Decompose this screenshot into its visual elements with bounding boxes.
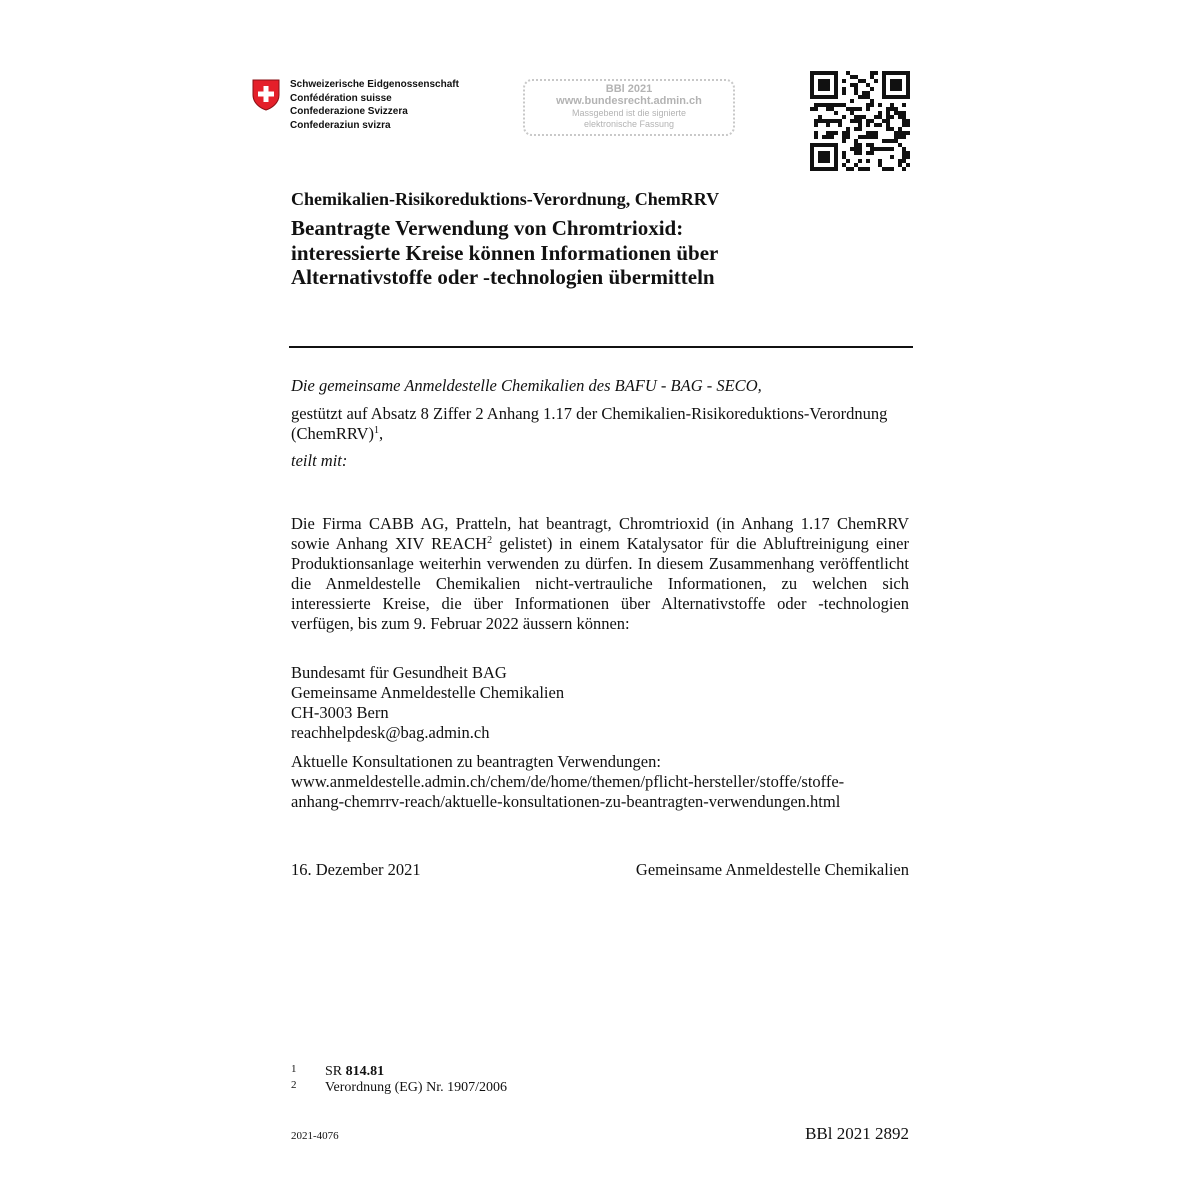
confed-name-it: Confederazione Svizzera bbox=[290, 106, 408, 117]
issuer-line: Die gemeinsame Anmeldestelle Chemikalien des BAFU - BAG - SECO, bbox=[291, 376, 762, 395]
main-paragraph bbox=[291, 514, 909, 634]
confederation-names bbox=[290, 78, 459, 132]
footnote-1-number: 1 bbox=[291, 1063, 297, 1075]
title-line-1: Beantragte Verwendung von Chromtrioxid: bbox=[291, 216, 684, 240]
consultation-info bbox=[291, 752, 844, 812]
qr-code-icon bbox=[810, 71, 910, 171]
title-line-2: interessierte Kreise können Informationen über bbox=[291, 240, 719, 265]
signature-stamp bbox=[523, 79, 735, 136]
stamp-line-3: Massgebend ist die signierte bbox=[571, 108, 687, 118]
confed-name-rm: Confederaziun svizra bbox=[290, 119, 391, 131]
announce-line: teilt mit: bbox=[291, 451, 348, 470]
confed-name-de: Schweizerische Eidgenossenschaft bbox=[290, 79, 459, 90]
address-line-1: Bundesamt für Gesundheit BAG bbox=[291, 663, 507, 682]
legal-basis-text: gestützt auf Absatz 8 Ziffer 2 Anhang 1.17 der Chemikalien-Risikoreduktions-Verordnung (ChemRRV) bbox=[291, 404, 888, 443]
contact-address bbox=[291, 663, 564, 743]
title-line-3: Alternativstoffe oder -technologien übermitteln bbox=[291, 265, 715, 289]
issue-date: 16. Dezember 2021 bbox=[291, 860, 421, 879]
footnote-1-sr-number: 814.81 bbox=[345, 1064, 385, 1079]
document-title bbox=[291, 216, 911, 290]
footnote-1-text bbox=[325, 1064, 384, 1080]
contact-email[interactable]: reachhelpdesk@bag.admin.ch bbox=[291, 723, 490, 742]
address-line-3: CH-3003 Bern bbox=[291, 703, 389, 722]
legal-basis bbox=[291, 404, 911, 444]
confed-name-fr: Confédération suisse bbox=[290, 92, 392, 104]
legal-basis-suffix: , bbox=[379, 424, 384, 443]
document-subtitle: Chemikalien-Risikoreduktions-Verordnung, ChemRRV bbox=[291, 189, 720, 209]
bbl-reference: BBl 2021 2892 bbox=[805, 1124, 909, 1143]
document-number: 2021-4076 bbox=[291, 1130, 339, 1142]
footnote-2-text: Verordnung (EG) Nr. 1907/2006 bbox=[325, 1080, 507, 1095]
swiss-cross-icon bbox=[252, 79, 280, 111]
stamp-line-2: www.bundesrecht.admin.ch bbox=[556, 95, 702, 107]
paragraph-part-1: Die Firma CABB AG, Pratteln, hat beantragt, Chromtrioxid (in Anhang 1.17 ChemRRV sowie Anhang XIV REACH bbox=[291, 514, 909, 553]
signature-authority: Gemeinsame Anmeldestelle Chemikalien bbox=[635, 860, 909, 879]
stamp-line-4: elektronische Fassung bbox=[583, 119, 675, 129]
footnote-ref-2[interactable]: 2 bbox=[487, 535, 493, 546]
consultation-url-line-1[interactable]: www.anmeldestelle.admin.ch/chem/de/home/themen/pflicht-hersteller/stoffe/stoffe- bbox=[291, 772, 845, 791]
address-line-2: Gemeinsame Anmeldestelle Chemikalien bbox=[291, 683, 565, 702]
stamp-line-1: BBl 2021 bbox=[605, 83, 653, 95]
footnote-1-prefix: SR bbox=[325, 1064, 346, 1079]
footnote-ref-1[interactable]: 1 bbox=[374, 425, 380, 436]
title-divider bbox=[289, 346, 913, 348]
paragraph-part-2: gelistet) in einem Katalysator für die Abluftreinigung einer Produktionsanlage weiterhin verwenden zu dürfen. In diesem Zusammenhang veröffentlicht die Anmeldestelle Chemikalien nicht-vertrauliche Informationen, zu welchen sich interessierte Kreise, die über Informationen über Alternativstoffe oder -technologien verfügen, bis zum 9. Februar 2022 äussern können: bbox=[291, 534, 909, 633]
consultation-label: Aktuelle Konsultationen zu beantragten Verwendungen: bbox=[291, 752, 661, 771]
footnote-2-number: 2 bbox=[291, 1079, 297, 1091]
consultation-url-line-2[interactable]: anhang-chemrrv-reach/aktuelle-konsultationen-zu-beantragten-verwendungen.html bbox=[291, 792, 841, 811]
